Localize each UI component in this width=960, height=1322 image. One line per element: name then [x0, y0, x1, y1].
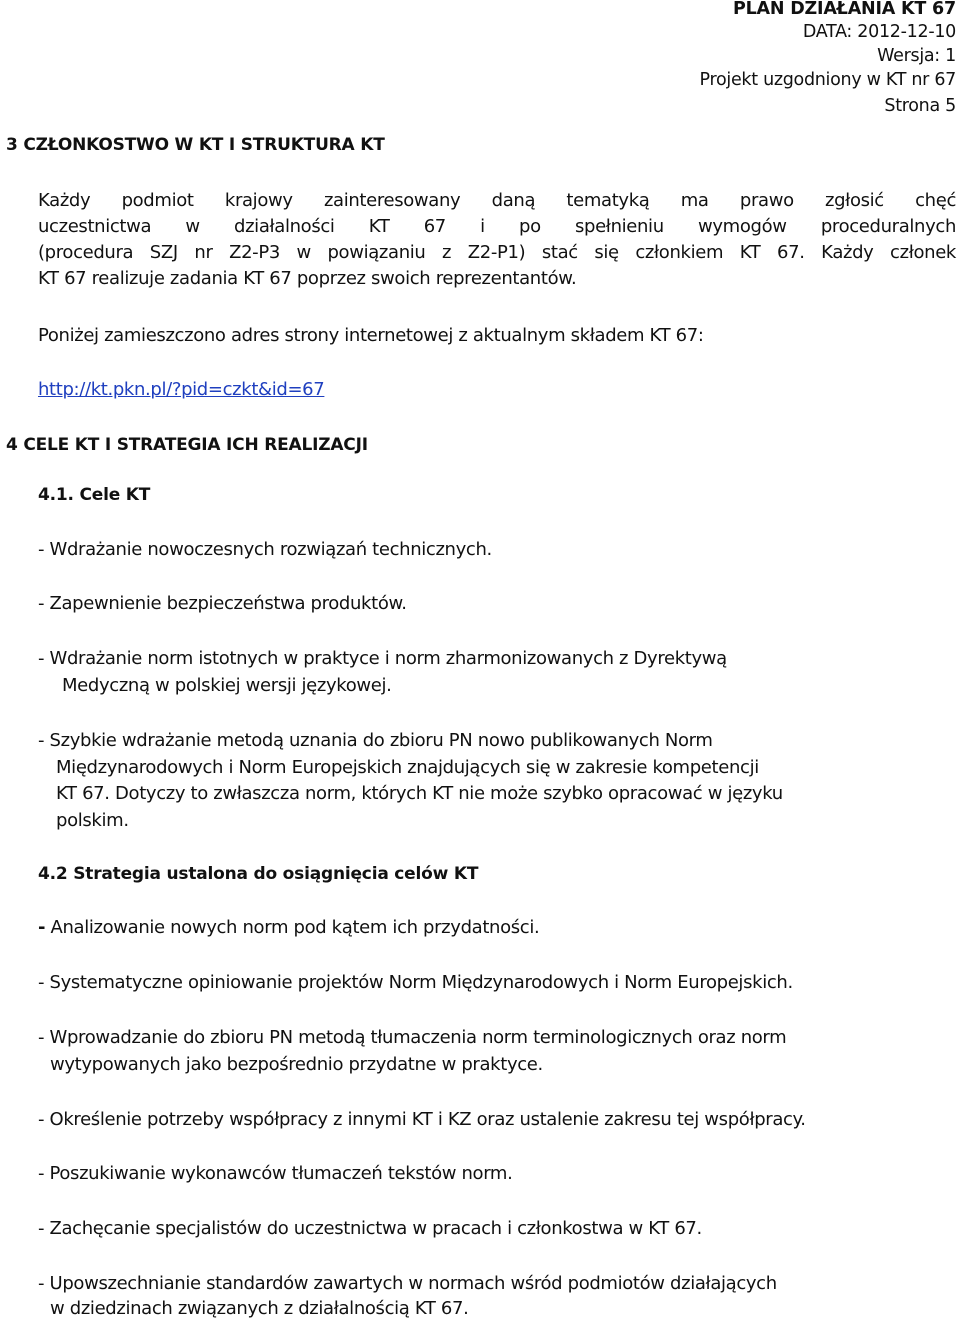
strategy-item-continuation: w dziedzinach związanych z działalnością KT 67.: [50, 1298, 469, 1319]
strategy-item: - Wprowadzanie do zbioru PN metodą tłumaczenia norm terminologicznych oraz norm: [38, 1027, 787, 1048]
strategy-item: - Upowszechnianie standardów zawartych w normach wśród podmiotów działających: [38, 1273, 777, 1294]
paragraph-line: Każdy podmiot krajowy zainteresowany daną tematyką ma prawo zgłosić chęć: [38, 190, 956, 211]
strategy-item: - Poszukiwanie wykonawców tłumaczeń tekstów norm.: [38, 1163, 513, 1184]
committee-link[interactable]: http://kt.pkn.pl/?pid=czkt&id=67: [38, 379, 325, 400]
section-4-heading: 4 CELE KT I STRATEGIA ICH REALIZACJI: [6, 435, 368, 455]
doc-agreed: Projekt uzgodniony w KT nr 67: [699, 70, 956, 90]
goal-item-continuation: KT 67. Dotyczy to zwłaszcza norm, których KT nie może szybko opracować w języku: [56, 783, 783, 804]
doc-version: Wersja: 1: [877, 46, 956, 66]
paragraph-line: uczestnictwa w działalności KT 67 i po spełnieniu wymogów proceduralnych: [38, 216, 956, 237]
section-3-heading: 3 CZŁONKOSTWO W KT I STRUKTURA KT: [6, 135, 385, 155]
paragraph-line: KT 67 realizuje zadania KT 67 poprzez swoich reprezentantów.: [38, 268, 577, 289]
goal-item: - Szybkie wdrażanie metodą uznania do zbioru PN nowo publikowanych Norm: [38, 730, 713, 751]
strategy-dash: -: [38, 917, 46, 938]
section-3-paragraph: [38, 188, 956, 292]
strategy-item: - Określenie potrzeby współpracy z innymi KT i KZ oraz ustalenie zakresu tej współpracy.: [38, 1109, 806, 1130]
goal-item-continuation: Medyczną w polskiej wersji językowej.: [62, 675, 392, 696]
goal-item-continuation: Międzynarodowych i Norm Europejskich znajdujących się w zakresie kompetencji: [56, 757, 759, 778]
page-number: Strona 5: [884, 96, 956, 116]
paragraph-line: (procedura SZJ nr Z2-P3 w powiązaniu z Z2-P1) stać się członkiem KT 67. Każdy członek: [38, 242, 956, 263]
strategy-item: [38, 915, 539, 941]
address-intro: Poniżej zamieszczono adres strony internetowej z aktualnym składem KT 67:: [38, 325, 704, 346]
subsection-4-2-heading: 4.2 Strategia ustalona do osiągnięcia celów KT: [38, 864, 479, 884]
doc-title: PLAN DZIAŁANIA KT 67: [732, 0, 956, 19]
strategy-text: Analizowanie nowych norm pod kątem ich przydatności.: [45, 917, 540, 938]
doc-date: DATA: 2012-12-10: [802, 22, 956, 42]
goal-item: - Wdrażanie norm istotnych w praktyce i norm zharmonizowanych z Dyrektywą: [38, 648, 727, 669]
goal-item-continuation: polskim.: [56, 810, 129, 831]
strategy-item: - Systematyczne opiniowanie projektów Norm Międzynarodowych i Norm Europejskich.: [38, 972, 793, 993]
subsection-4-1-heading: 4.1. Cele KT: [38, 485, 151, 505]
strategy-item-continuation: wytypowanych jako bezpośrednio przydatne w praktyce.: [50, 1054, 543, 1075]
goal-item: - Wdrażanie nowoczesnych rozwiązań technicznych.: [38, 539, 492, 560]
goal-item: - Zapewnienie bezpieczeństwa produktów.: [38, 593, 407, 614]
strategy-item: - Zachęcanie specjalistów do uczestnictwa w pracach i członkostwa w KT 67.: [38, 1218, 702, 1239]
